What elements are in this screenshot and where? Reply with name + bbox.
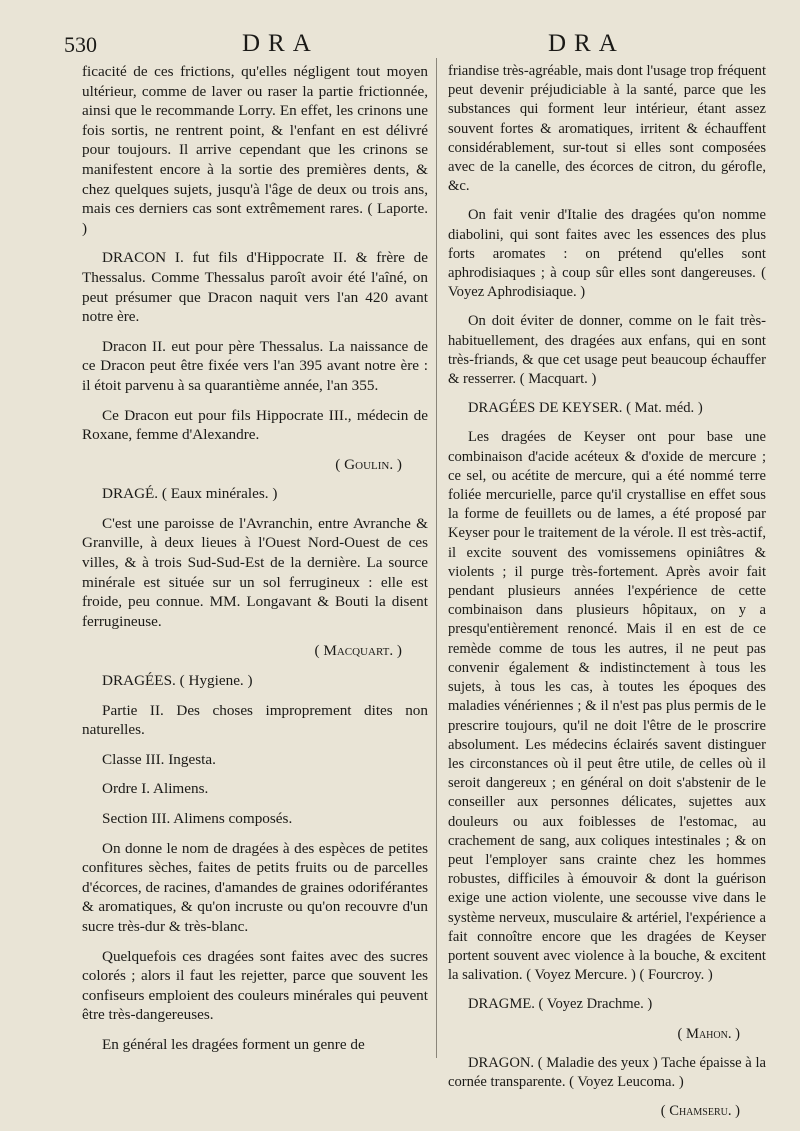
paragraph: On doit éviter de donner, comme on le fait très-habituellement, des dragées aux enfans, qui en sont très-friands, & que cet usage peut beaucoup échauffer & resserrer. ( Macquart. ) <box>448 313 766 388</box>
entry-heading-dragees-de-keyser: DRAGÉES DE KEYSER. ( Mat. méd. ) <box>468 400 703 417</box>
paragraph: On fait venir d'Italie des dragées qu'on nomme diabolini, qui sont faites avec les essences des plus forts aromates : on prétend qu'elles sont aphrodisiaques ; à coup sûr elles sont dangereuses. ( Voyez Aphrodisiaque. ) <box>448 207 766 301</box>
left-column <box>82 62 428 1065</box>
running-header-right: DRA <box>548 30 625 57</box>
paragraph: Ce Dracon eut pour fils Hippocrate III., médecin de Roxane, femme d'Alexandre. <box>82 406 428 444</box>
author-signature: ( Mahon. ) <box>677 1025 740 1042</box>
running-header-left: DRA <box>242 30 319 57</box>
paragraph: C'est une paroisse de l'Avranchin, entre Avranche & Granville, à deux lieues à l'Ouest Nord-Ouest de ces villes, & à trois Sud-Sud-Est de la dernière. La source minérale est située sur un sol ferrugineux : elle est froide, peu connue. MM. Longavant & Bouti la disent ferrugineuse. <box>82 514 428 630</box>
classification-line: Classe III. Ingesta. <box>102 750 216 768</box>
page-number: 530 <box>64 32 97 57</box>
paragraph: ficacité de ces frictions, qu'elles négligent tout moyen ultérieur, comme de laver ou raser la partie frictionnée, ainsi que le recommande Lorry. En effet, les crinons une fois sortis, ne rentrent point, & l'enfant en est délivré pour toujours. Il arrive cependant que les crinons se manifestent encore à la sortie des premières dents, & chez quelques sujets, jusqu'à l'âge de deux ou trois ans, mais ces derniers cas sont extrêmement rares. ( Laporte. ) <box>82 63 428 237</box>
paragraph: Quelquefois ces dragées sont faites avec des sucres colorés ; alors il faut les rejetter, parce que souvent les confiseurs emploient des couleurs minérales qui peuvent être très-dangereuses. <box>82 947 428 1024</box>
author-signature: ( Goulin. ) <box>335 455 402 473</box>
paragraph: On donne le nom de dragées à des espèces de petites confitures sèches, faites de petits fruits ou de parcelles d'écorces, de racines, d'amandes de graines odoriférantes & aromatiques, & qu'on incruste ou qu'on recouvre d'un sucre très-dur & très-blanc. <box>82 839 428 935</box>
column-divider <box>436 58 437 1058</box>
entry-dracon-ii: Dracon II. eut pour père Thessalus. La naissance de ce Dracon peut être fixée vers l'an 395 avant notre ère : il étoit parvenu à sa quarantième année, l'an 355. <box>82 337 428 394</box>
author-signature: ( Chamseru. ) <box>660 1103 740 1120</box>
paragraph: En général les dragées forment un genre de <box>102 1035 365 1053</box>
classification-line: Partie II. Des choses improprement dites non naturelles. <box>82 701 428 739</box>
right-column <box>448 62 766 1131</box>
entry-dragon: DRAGON. ( Maladie des yeux ) Tache épaisse à la cornée transparente. ( Voyez Leucoma. ) <box>448 1054 766 1090</box>
classification-line: Ordre I. Alimens. <box>102 780 209 798</box>
classification-line: Section III. Alimens composés. <box>102 810 293 827</box>
entry-heading-dragees: DRAGÉES. ( Hygiene. ) <box>102 672 253 690</box>
entry-heading-dragme: DRAGME. ( Voyez Drachme. ) <box>468 996 653 1013</box>
paragraph: friandise très-agréable, mais dont l'usage trop fréquent peut devenir préjudiciable à la santé, parce que les substances qui forment leur intérieur, étant assez souvent fortes & aromatiques, irritent & échauffent considérablement, sur-tout si elles sont composées avec de la canelle, des écorces de citron, du gérofle, &c. <box>448 63 766 195</box>
author-signature: ( Macquart. ) <box>314 642 402 660</box>
entry-dracon-i: DRACON I. fut fils d'Hippocrate II. & frère de Thessalus. Comme Thessalus paroît avoir été l'aîné, on peut présumer que Dracon naquit vers l'an 420 avant notre ère. <box>82 249 428 326</box>
paragraph: Les dragées de Keyser ont pour base une combinaison d'acide acéteux & d'oxide de mercure ; ce sel, ou acétite de mercure, qui a été nommé terre foliée mercurielle, parce qu'il crystallise en effet sous la forme de feuillets ou de lames, a été proposé par Keyser pour le traitement de la vérole. Il est très-actif, il excite souvent des vomissemens opiniâtres & violents ; il purge très-fortement. Après avoir fait pendant plusieurs années l'expérience de cette combinaison dans plusieurs hôpitaux, on y a presqu'entièrement renoncé. Mais il en est de ce remède comme de tous les autres, il ne peut pas convenir également & indistinctement à tous les sujets, à tous les cas, à toutes les époques des maladies vénériennes ; & il n'est pas plus permis de le prescrire toujours, qu'il ne doit l'être de le proscrire absolument. Les médecins éclairés savent distinguer les circonstances où il peut être utile, de celles où il seroit dangereux ; en général on doit s'abstenir de le conseiller aux personnes délicates, sujettes aux douleurs ou aux foiblesses de l'estomac, au crachement de sang, aux coliques intestinales ; & on peut l'employer sans crainte chez les hommes robustes, difficiles à émouvoir & dont la guérison exige une action violente, une secousse vive dans le système nerveux, musculaire & artériel, l'expérience a fait connoître encore que les dragées de Keyser portent souvent avec violence à la bouche, & excitent la salivation. ( Voyez Mercure. ) ( Fourcroy. ) <box>448 429 766 984</box>
entry-heading-drage: DRAGÉ. ( Eaux minérales. ) <box>102 485 278 503</box>
